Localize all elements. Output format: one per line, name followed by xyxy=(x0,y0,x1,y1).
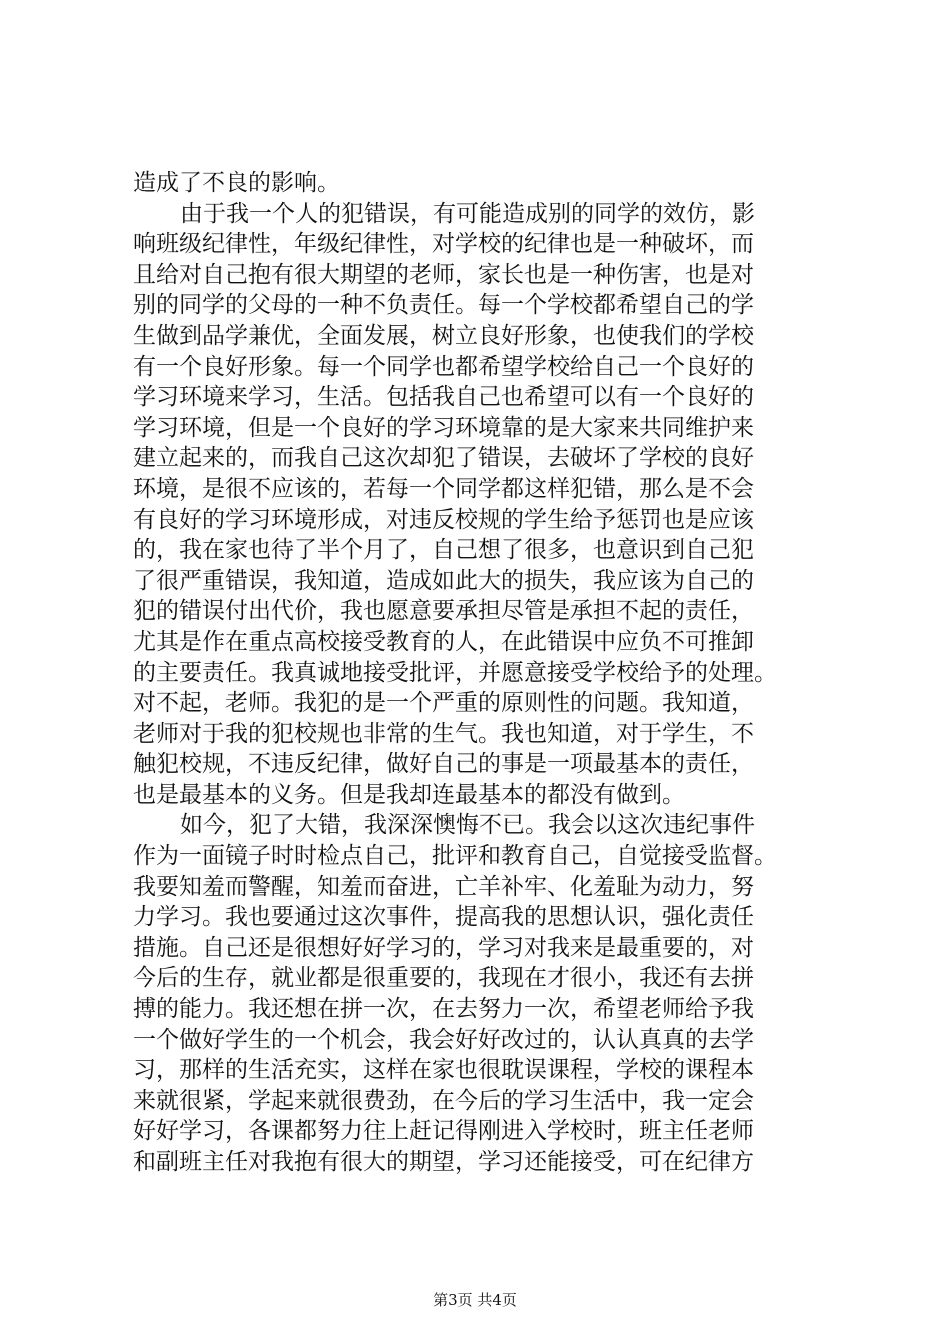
text-line: 来就很紧，学起来就很费劲，在今后的学习生活中，我一定会 xyxy=(133,1087,754,1114)
text-line: 学习环境，但是一个良好的学习环境靠的是大家来共同维护来 xyxy=(133,414,754,441)
text-line: 的主要责任。我真诚地接受批评，并愿意接受学校给予的处理。 xyxy=(133,659,777,686)
text-line: 有良好的学习环境形成，对违反校规的学生给予惩罚也是应该 xyxy=(133,506,754,533)
text-line: 尤其是作在重点高校接受教育的人，在此错误中应负不可推卸 xyxy=(133,628,754,655)
text-line: 今后的生存，就业都是很重要的，我现在才很小，我还有去拼 xyxy=(133,965,754,992)
text-line: 搏的能力。我还想在拼一次，在去努力一次，希望老师给予我 xyxy=(133,996,754,1023)
text-line: 措施。自己还是很想好好学习的，学习对我来是最重要的，对 xyxy=(133,934,754,961)
text-line: 触犯校规，不违反纪律，做好自己的事是一项最基本的责任， xyxy=(133,751,754,778)
text-line: 有一个良好形象。每一个同学也都希望学校给自己一个良好的 xyxy=(133,353,754,380)
text-line: 我要知羞而警醒，知羞而奋进，亡羊补牢、化羞耻为动力，努 xyxy=(133,873,754,900)
text-line: 一个做好学生的一个机会，我会好好改过的，认认真真的去学 xyxy=(133,1026,754,1053)
page-number-footer: 第3页 共4页 xyxy=(433,1291,517,1309)
text-line: 老师对于我的犯校规也非常的生气。我也知道，对于学生，不 xyxy=(133,720,754,747)
text-line: 由于我一个人的犯错误，有可能造成别的同学的效仿，影 xyxy=(180,200,755,227)
text-line: 也是最基本的义务。但是我却连最基本的都没有做到。 xyxy=(133,781,685,808)
text-line: 学习环境来学习，生活。包括我自己也希望可以有一个良好的 xyxy=(133,384,754,411)
text-line: 且给对自己抱有很大期望的老师，家长也是一种伤害，也是对 xyxy=(133,261,754,288)
text-line: 环境，是很不应该的，若每一个同学都这样犯错，那么是不会 xyxy=(133,475,754,502)
text-line: 造成了不良的影响。 xyxy=(133,170,340,196)
text-line: 作为一面镜子时时检点自己，批评和教育自己，自觉接受监督。 xyxy=(133,843,777,870)
text-line: 了很严重错误，我知道，造成如此大的损失，我应该为自己的 xyxy=(133,567,754,594)
text-line: 对不起，老师。我犯的是一个严重的原则性的问题。我知道， xyxy=(133,690,754,717)
text-line: 生做到品学兼优，全面发展，树立良好形象，也使我们的学校 xyxy=(133,322,754,349)
text-line: 别的同学的父母的一种不负责任。每一个学校都希望自己的学 xyxy=(133,292,754,319)
text-line: 习，那样的生活充实，这样在家也很耽误课程，学校的课程本 xyxy=(133,1057,754,1084)
text-line: 犯的错误付出代价，我也愿意要承担尽管是承担不起的责任， xyxy=(133,598,754,625)
text-line: 的，我在家也待了半个月了，自己想了很多，也意识到自己犯 xyxy=(133,537,754,564)
text-line: 如今，犯了大错，我深深懊悔不已。我会以这次违纪事件 xyxy=(180,812,755,839)
document-body xyxy=(133,168,845,1178)
text-line: 和副班主任对我抱有很大的期望，学习还能接受，可在纪律方 xyxy=(133,1149,754,1175)
text-line: 好好学习，各课都努力往上赶记得刚进入学校时，班主任老师 xyxy=(133,1118,754,1145)
text-line: 响班级纪律性，年级纪律性，对学校的纪律也是一种破坏，而 xyxy=(133,231,754,258)
text-line: 力学习。我也要通过这次事件，提高我的思想认识，强化责任 xyxy=(133,904,754,931)
text-line: 建立起来的，而我自己这次却犯了错误，去破坏了学校的良好 xyxy=(133,445,754,472)
